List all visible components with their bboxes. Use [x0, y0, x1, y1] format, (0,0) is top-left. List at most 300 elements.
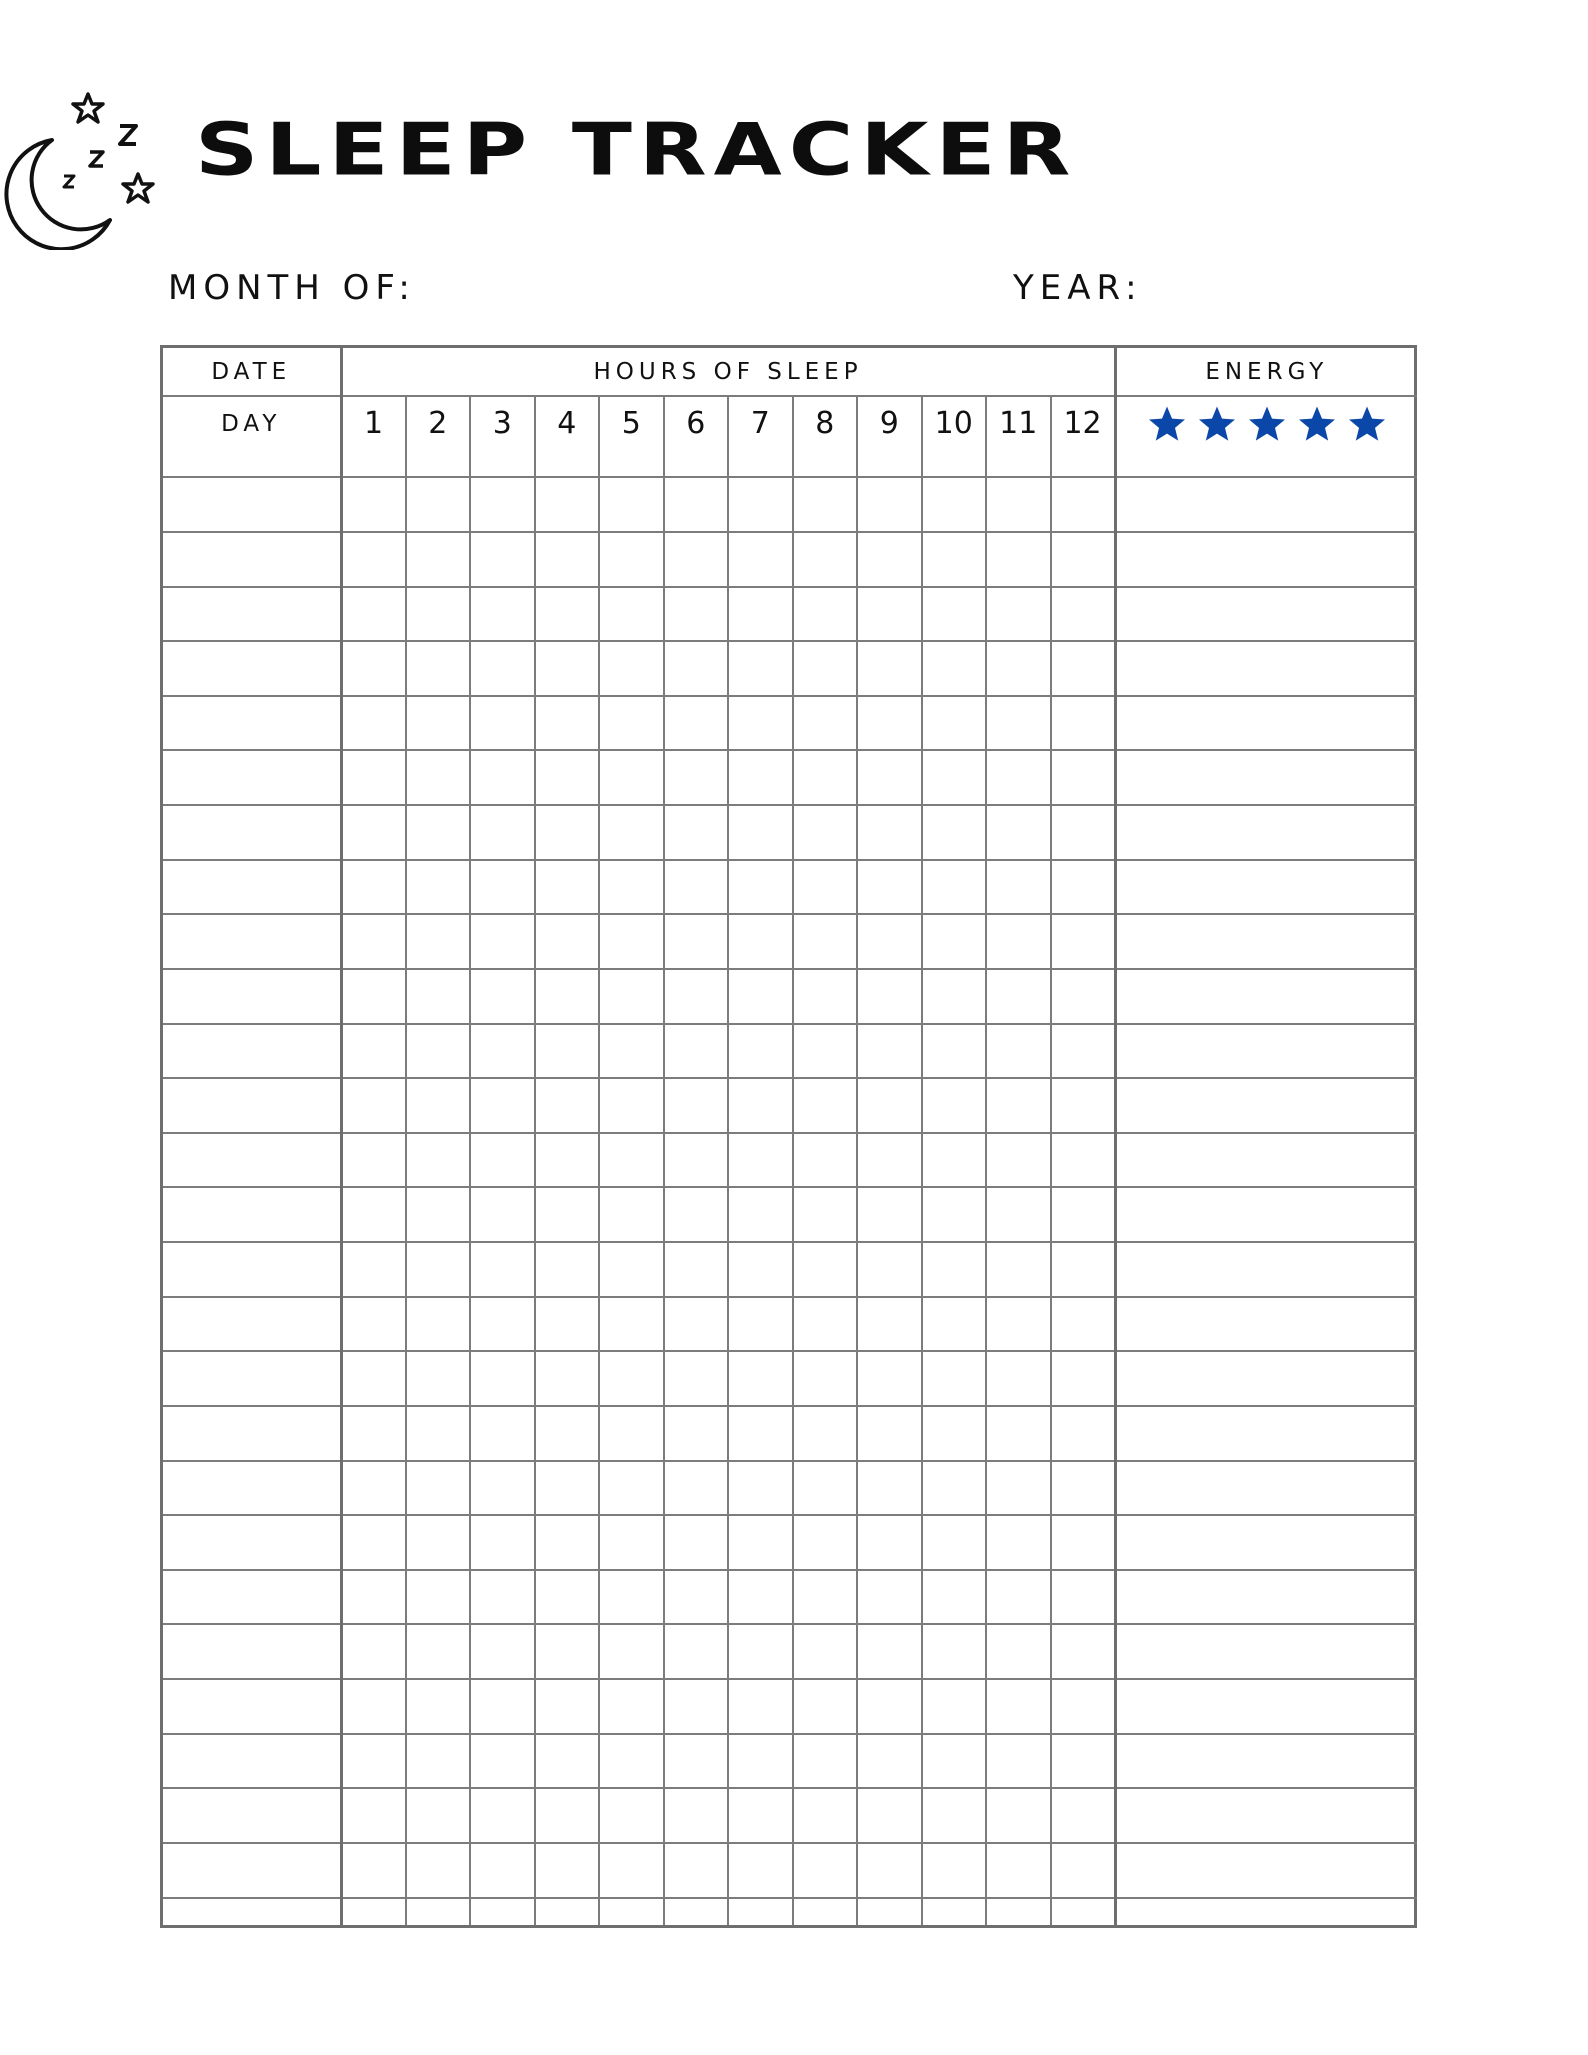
- hour-cell[interactable]: [341, 450, 406, 477]
- hour-cell[interactable]: [857, 477, 922, 532]
- hour-cell[interactable]: [470, 532, 535, 587]
- hour-cell[interactable]: [728, 1297, 793, 1352]
- hour-cell[interactable]: [857, 696, 922, 751]
- hour-cell[interactable]: [664, 1624, 729, 1679]
- hour-cell[interactable]: [1051, 1788, 1116, 1843]
- hour-cell[interactable]: [793, 1351, 858, 1406]
- hour-cell[interactable]: [406, 1624, 471, 1679]
- energy-cell[interactable]: [1115, 641, 1417, 696]
- hour-cell[interactable]: [922, 1515, 987, 1570]
- hour-cell[interactable]: [599, 969, 664, 1024]
- hour-cell[interactable]: [986, 1406, 1051, 1461]
- hour-cell[interactable]: [1051, 587, 1116, 642]
- hour-cell[interactable]: [535, 587, 600, 642]
- hour-cell[interactable]: [1051, 1515, 1116, 1570]
- day-cell[interactable]: [163, 477, 341, 532]
- hour-cell[interactable]: [857, 1351, 922, 1406]
- hour-cell[interactable]: [599, 914, 664, 969]
- energy-cell[interactable]: [1115, 750, 1417, 805]
- hour-cell[interactable]: [793, 805, 858, 860]
- hour-cell[interactable]: [793, 1734, 858, 1789]
- day-cell[interactable]: [163, 1843, 341, 1898]
- hour-cell[interactable]: [1051, 1242, 1116, 1297]
- hour-cell[interactable]: [1051, 1898, 1116, 1925]
- hour-cell[interactable]: [922, 805, 987, 860]
- hour-cell[interactable]: [664, 805, 729, 860]
- hour-cell[interactable]: [406, 641, 471, 696]
- hour-cell[interactable]: [599, 1297, 664, 1352]
- hour-cell[interactable]: [341, 1843, 406, 1898]
- hour-cell[interactable]: [1051, 1570, 1116, 1625]
- hour-cell[interactable]: [793, 1187, 858, 1242]
- hour-cell[interactable]: [857, 1570, 922, 1625]
- hour-cell[interactable]: [535, 914, 600, 969]
- hour-cell[interactable]: [1051, 1624, 1116, 1679]
- energy-cell[interactable]: [1115, 1297, 1417, 1352]
- hour-cell[interactable]: [470, 1187, 535, 1242]
- hour-cell[interactable]: [341, 1570, 406, 1625]
- hour-cell[interactable]: [986, 477, 1051, 532]
- hour-cell[interactable]: [599, 450, 664, 477]
- hour-cell[interactable]: [793, 641, 858, 696]
- hour-cell[interactable]: [341, 477, 406, 532]
- hour-cell[interactable]: [986, 1461, 1051, 1516]
- day-cell[interactable]: [163, 860, 341, 915]
- hour-cell[interactable]: [341, 1297, 406, 1352]
- hour-cell[interactable]: [857, 914, 922, 969]
- hour-cell[interactable]: [599, 532, 664, 587]
- hour-cell[interactable]: [922, 1133, 987, 1188]
- hour-cell[interactable]: [470, 1242, 535, 1297]
- hour-cell[interactable]: [406, 1242, 471, 1297]
- hour-cell[interactable]: [406, 805, 471, 860]
- hour-cell[interactable]: [341, 969, 406, 1024]
- hour-cell[interactable]: [535, 805, 600, 860]
- hour-cell[interactable]: [986, 450, 1051, 477]
- hour-cell[interactable]: [341, 532, 406, 587]
- hour-cell[interactable]: [406, 532, 471, 587]
- hour-cell[interactable]: [986, 1297, 1051, 1352]
- hour-cell[interactable]: [599, 1624, 664, 1679]
- hour-cell[interactable]: [341, 1734, 406, 1789]
- hour-cell[interactable]: [857, 750, 922, 805]
- hour-cell[interactable]: [406, 1297, 471, 1352]
- hour-cell[interactable]: [793, 750, 858, 805]
- hour-cell[interactable]: [857, 1187, 922, 1242]
- hour-cell[interactable]: [728, 860, 793, 915]
- hour-cell[interactable]: [857, 1788, 922, 1843]
- hour-cell[interactable]: [986, 914, 1051, 969]
- hour-cell[interactable]: [728, 1843, 793, 1898]
- hour-cell[interactable]: [922, 1679, 987, 1734]
- hour-cell[interactable]: [599, 1515, 664, 1570]
- hour-cell[interactable]: [470, 1788, 535, 1843]
- hour-cell[interactable]: [922, 1788, 987, 1843]
- hour-cell[interactable]: [1051, 532, 1116, 587]
- hour-cell[interactable]: [341, 805, 406, 860]
- hour-cell[interactable]: [599, 1351, 664, 1406]
- hour-cell[interactable]: [535, 1898, 600, 1925]
- day-cell[interactable]: [163, 696, 341, 751]
- hour-cell[interactable]: [599, 1406, 664, 1461]
- hour-cell[interactable]: [470, 1297, 535, 1352]
- hour-cell[interactable]: [728, 1406, 793, 1461]
- hour-cell[interactable]: [470, 1570, 535, 1625]
- hour-cell[interactable]: [341, 1788, 406, 1843]
- hour-cell[interactable]: [599, 1843, 664, 1898]
- hour-cell[interactable]: [793, 1679, 858, 1734]
- day-cell[interactable]: [163, 1242, 341, 1297]
- energy-cell[interactable]: [1115, 1898, 1417, 1925]
- energy-cell[interactable]: [1115, 914, 1417, 969]
- hour-cell[interactable]: [406, 1788, 471, 1843]
- hour-cell[interactable]: [986, 1078, 1051, 1133]
- hour-cell[interactable]: [793, 450, 858, 477]
- hour-cell[interactable]: [341, 1898, 406, 1925]
- hour-cell[interactable]: [1051, 477, 1116, 532]
- hour-cell[interactable]: [793, 1624, 858, 1679]
- hour-cell[interactable]: [922, 914, 987, 969]
- hour-cell[interactable]: [470, 1515, 535, 1570]
- hour-cell[interactable]: [793, 587, 858, 642]
- hour-cell[interactable]: [728, 587, 793, 642]
- hour-cell[interactable]: [986, 1187, 1051, 1242]
- hour-cell[interactable]: [793, 1024, 858, 1079]
- day-cell[interactable]: [163, 1297, 341, 1352]
- hour-cell[interactable]: [470, 587, 535, 642]
- hour-cell[interactable]: [986, 696, 1051, 751]
- hour-cell[interactable]: [1051, 969, 1116, 1024]
- hour-cell[interactable]: [406, 914, 471, 969]
- hour-cell[interactable]: [535, 1242, 600, 1297]
- hour-cell[interactable]: [341, 1078, 406, 1133]
- hour-cell[interactable]: [406, 1133, 471, 1188]
- hour-cell[interactable]: [599, 477, 664, 532]
- hour-cell[interactable]: [535, 1515, 600, 1570]
- hour-cell[interactable]: [470, 1843, 535, 1898]
- hour-cell[interactable]: [728, 805, 793, 860]
- hour-cell[interactable]: [470, 805, 535, 860]
- hour-cell[interactable]: [1051, 1351, 1116, 1406]
- hour-cell[interactable]: [793, 1078, 858, 1133]
- hour-cell[interactable]: [470, 750, 535, 805]
- hour-cell[interactable]: [728, 1078, 793, 1133]
- hour-cell[interactable]: [986, 1624, 1051, 1679]
- hour-cell[interactable]: [406, 587, 471, 642]
- hour-cell[interactable]: [793, 532, 858, 587]
- hour-cell[interactable]: [535, 1351, 600, 1406]
- hour-cell[interactable]: [599, 1788, 664, 1843]
- hour-cell[interactable]: [664, 914, 729, 969]
- hour-cell[interactable]: [857, 860, 922, 915]
- hour-cell[interactable]: [986, 1788, 1051, 1843]
- energy-cell[interactable]: [1115, 1570, 1417, 1625]
- hour-cell[interactable]: [728, 477, 793, 532]
- hour-cell[interactable]: [1051, 805, 1116, 860]
- hour-cell[interactable]: [341, 750, 406, 805]
- hour-cell[interactable]: [599, 1570, 664, 1625]
- hour-cell[interactable]: [793, 696, 858, 751]
- hour-cell[interactable]: [728, 750, 793, 805]
- hour-cell[interactable]: [664, 1734, 729, 1789]
- energy-cell[interactable]: [1115, 1734, 1417, 1789]
- hour-cell[interactable]: [857, 1461, 922, 1516]
- day-cell[interactable]: [163, 1024, 341, 1079]
- hour-cell[interactable]: [664, 1297, 729, 1352]
- energy-cell[interactable]: [1115, 1187, 1417, 1242]
- hour-cell[interactable]: [535, 750, 600, 805]
- hour-cell[interactable]: [535, 477, 600, 532]
- hour-cell[interactable]: [793, 1406, 858, 1461]
- hour-cell[interactable]: [728, 1679, 793, 1734]
- hour-cell[interactable]: [470, 1024, 535, 1079]
- hour-cell[interactable]: [728, 1187, 793, 1242]
- hour-cell[interactable]: [535, 1570, 600, 1625]
- hour-cell[interactable]: [406, 1570, 471, 1625]
- hour-cell[interactable]: [986, 1024, 1051, 1079]
- hour-cell[interactable]: [664, 532, 729, 587]
- day-cell[interactable]: [163, 1078, 341, 1133]
- hour-cell[interactable]: [728, 1024, 793, 1079]
- hour-cell[interactable]: [922, 1242, 987, 1297]
- hour-cell[interactable]: [986, 969, 1051, 1024]
- hour-cell[interactable]: [535, 1843, 600, 1898]
- hour-cell[interactable]: [857, 450, 922, 477]
- energy-cell[interactable]: [1115, 1133, 1417, 1188]
- hour-cell[interactable]: [728, 1133, 793, 1188]
- hour-cell[interactable]: [922, 1078, 987, 1133]
- hour-cell[interactable]: [341, 1679, 406, 1734]
- day-cell[interactable]: [163, 1406, 341, 1461]
- hour-cell[interactable]: [728, 1242, 793, 1297]
- hour-cell[interactable]: [664, 1351, 729, 1406]
- hour-cell[interactable]: [664, 1788, 729, 1843]
- energy-cell[interactable]: [1115, 1515, 1417, 1570]
- hour-cell[interactable]: [535, 1734, 600, 1789]
- hour-cell[interactable]: [857, 1515, 922, 1570]
- hour-cell[interactable]: [535, 532, 600, 587]
- hour-cell[interactable]: [793, 969, 858, 1024]
- hour-cell[interactable]: [599, 696, 664, 751]
- hour-cell[interactable]: [535, 1078, 600, 1133]
- day-cell[interactable]: [163, 750, 341, 805]
- hour-cell[interactable]: [728, 696, 793, 751]
- day-cell[interactable]: [163, 587, 341, 642]
- hour-cell[interactable]: [664, 1078, 729, 1133]
- hour-cell[interactable]: [599, 1461, 664, 1516]
- hour-cell[interactable]: [728, 641, 793, 696]
- hour-cell[interactable]: [535, 1461, 600, 1516]
- hour-cell[interactable]: [664, 1461, 729, 1516]
- hour-cell[interactable]: [793, 1788, 858, 1843]
- hour-cell[interactable]: [1051, 1297, 1116, 1352]
- hour-cell[interactable]: [341, 860, 406, 915]
- hour-cell[interactable]: [857, 1843, 922, 1898]
- energy-cell[interactable]: [1115, 969, 1417, 1024]
- day-cell[interactable]: [163, 1624, 341, 1679]
- hour-cell[interactable]: [406, 477, 471, 532]
- hour-cell[interactable]: [470, 1133, 535, 1188]
- hour-cell[interactable]: [664, 1843, 729, 1898]
- hour-cell[interactable]: [922, 1406, 987, 1461]
- hour-cell[interactable]: [986, 1734, 1051, 1789]
- day-cell[interactable]: [163, 1679, 341, 1734]
- energy-cell[interactable]: [1115, 1406, 1417, 1461]
- hour-cell[interactable]: [922, 1187, 987, 1242]
- hour-cell[interactable]: [793, 1898, 858, 1925]
- hour-cell[interactable]: [1051, 1024, 1116, 1079]
- day-cell[interactable]: [163, 1734, 341, 1789]
- hour-cell[interactable]: [664, 587, 729, 642]
- hour-cell[interactable]: [341, 1187, 406, 1242]
- hour-cell[interactable]: [664, 1898, 729, 1925]
- hour-cell[interactable]: [922, 1843, 987, 1898]
- hour-cell[interactable]: [922, 1624, 987, 1679]
- day-cell[interactable]: [163, 1351, 341, 1406]
- hour-cell[interactable]: [1051, 1187, 1116, 1242]
- hour-cell[interactable]: [470, 1734, 535, 1789]
- day-cell[interactable]: [163, 1898, 341, 1925]
- hour-cell[interactable]: [664, 1679, 729, 1734]
- hour-cell[interactable]: [793, 1133, 858, 1188]
- hour-cell[interactable]: [470, 696, 535, 751]
- hour-cell[interactable]: [535, 1679, 600, 1734]
- hour-cell[interactable]: [728, 1461, 793, 1516]
- hour-cell[interactable]: [535, 1788, 600, 1843]
- hour-cell[interactable]: [986, 1570, 1051, 1625]
- hour-cell[interactable]: [728, 450, 793, 477]
- hour-cell[interactable]: [922, 587, 987, 642]
- hour-cell[interactable]: [599, 750, 664, 805]
- hour-cell[interactable]: [664, 1515, 729, 1570]
- hour-cell[interactable]: [986, 1843, 1051, 1898]
- hour-cell[interactable]: [728, 969, 793, 1024]
- hour-cell[interactable]: [986, 860, 1051, 915]
- hour-cell[interactable]: [341, 587, 406, 642]
- hour-cell[interactable]: [470, 450, 535, 477]
- hour-cell[interactable]: [406, 1515, 471, 1570]
- hour-cell[interactable]: [535, 1406, 600, 1461]
- hour-cell[interactable]: [341, 1133, 406, 1188]
- hour-cell[interactable]: [1051, 860, 1116, 915]
- hour-cell[interactable]: [1051, 1843, 1116, 1898]
- hour-cell[interactable]: [406, 969, 471, 1024]
- hour-cell[interactable]: [857, 1406, 922, 1461]
- hour-cell[interactable]: [1051, 1461, 1116, 1516]
- energy-cell[interactable]: [1115, 1024, 1417, 1079]
- hour-cell[interactable]: [728, 1624, 793, 1679]
- hour-cell[interactable]: [986, 1351, 1051, 1406]
- hour-cell[interactable]: [470, 1624, 535, 1679]
- hour-cell[interactable]: [922, 532, 987, 587]
- energy-cell[interactable]: [1115, 1624, 1417, 1679]
- energy-cell[interactable]: [1115, 1351, 1417, 1406]
- day-cell[interactable]: [163, 641, 341, 696]
- hour-cell[interactable]: [793, 1461, 858, 1516]
- hour-cell[interactable]: [1051, 641, 1116, 696]
- day-cell[interactable]: [163, 914, 341, 969]
- hour-cell[interactable]: [922, 1351, 987, 1406]
- hour-cell[interactable]: [1051, 1133, 1116, 1188]
- hour-cell[interactable]: [1051, 696, 1116, 751]
- hour-cell[interactable]: [535, 450, 600, 477]
- energy-cell[interactable]: [1115, 1461, 1417, 1516]
- hour-cell[interactable]: [728, 1515, 793, 1570]
- hour-cell[interactable]: [664, 1406, 729, 1461]
- hour-cell[interactable]: [986, 641, 1051, 696]
- hour-cell[interactable]: [535, 860, 600, 915]
- hour-cell[interactable]: [406, 1734, 471, 1789]
- hour-cell[interactable]: [793, 1570, 858, 1625]
- hour-cell[interactable]: [922, 477, 987, 532]
- hour-cell[interactable]: [986, 1515, 1051, 1570]
- energy-cell[interactable]: [1115, 860, 1417, 915]
- hour-cell[interactable]: [857, 1024, 922, 1079]
- hour-cell[interactable]: [406, 1898, 471, 1925]
- day-cell[interactable]: [163, 450, 341, 477]
- energy-cell[interactable]: [1115, 1788, 1417, 1843]
- hour-cell[interactable]: [857, 1898, 922, 1925]
- hour-cell[interactable]: [599, 641, 664, 696]
- hour-cell[interactable]: [922, 1297, 987, 1352]
- hour-cell[interactable]: [599, 1133, 664, 1188]
- hour-cell[interactable]: [922, 696, 987, 751]
- hour-cell[interactable]: [728, 1734, 793, 1789]
- hour-cell[interactable]: [341, 641, 406, 696]
- hour-cell[interactable]: [922, 860, 987, 915]
- hour-cell[interactable]: [857, 641, 922, 696]
- energy-cell[interactable]: [1115, 450, 1417, 477]
- hour-cell[interactable]: [664, 1570, 729, 1625]
- energy-cell[interactable]: [1115, 696, 1417, 751]
- hour-cell[interactable]: [599, 1078, 664, 1133]
- hour-cell[interactable]: [599, 1187, 664, 1242]
- hour-cell[interactable]: [857, 1297, 922, 1352]
- hour-cell[interactable]: [664, 696, 729, 751]
- hour-cell[interactable]: [857, 1242, 922, 1297]
- hour-cell[interactable]: [406, 1351, 471, 1406]
- hour-cell[interactable]: [986, 532, 1051, 587]
- hour-cell[interactable]: [728, 1788, 793, 1843]
- day-cell[interactable]: [163, 1187, 341, 1242]
- hour-cell[interactable]: [1051, 914, 1116, 969]
- hour-cell[interactable]: [857, 532, 922, 587]
- day-cell[interactable]: [163, 532, 341, 587]
- hour-cell[interactable]: [793, 1843, 858, 1898]
- hour-cell[interactable]: [535, 969, 600, 1024]
- hour-cell[interactable]: [857, 805, 922, 860]
- hour-cell[interactable]: [535, 1297, 600, 1352]
- hour-cell[interactable]: [470, 1679, 535, 1734]
- hour-cell[interactable]: [857, 1679, 922, 1734]
- hour-cell[interactable]: [1051, 1078, 1116, 1133]
- hour-cell[interactable]: [922, 969, 987, 1024]
- day-cell[interactable]: [163, 1570, 341, 1625]
- hour-cell[interactable]: [857, 1133, 922, 1188]
- hour-cell[interactable]: [986, 587, 1051, 642]
- hour-cell[interactable]: [922, 1461, 987, 1516]
- hour-cell[interactable]: [793, 914, 858, 969]
- hour-cell[interactable]: [470, 1461, 535, 1516]
- day-cell[interactable]: [163, 1133, 341, 1188]
- hour-cell[interactable]: [793, 1242, 858, 1297]
- hour-cell[interactable]: [470, 969, 535, 1024]
- hour-cell[interactable]: [406, 750, 471, 805]
- hour-cell[interactable]: [406, 1461, 471, 1516]
- hour-cell[interactable]: [406, 1843, 471, 1898]
- hour-cell[interactable]: [857, 587, 922, 642]
- day-cell[interactable]: [163, 1515, 341, 1570]
